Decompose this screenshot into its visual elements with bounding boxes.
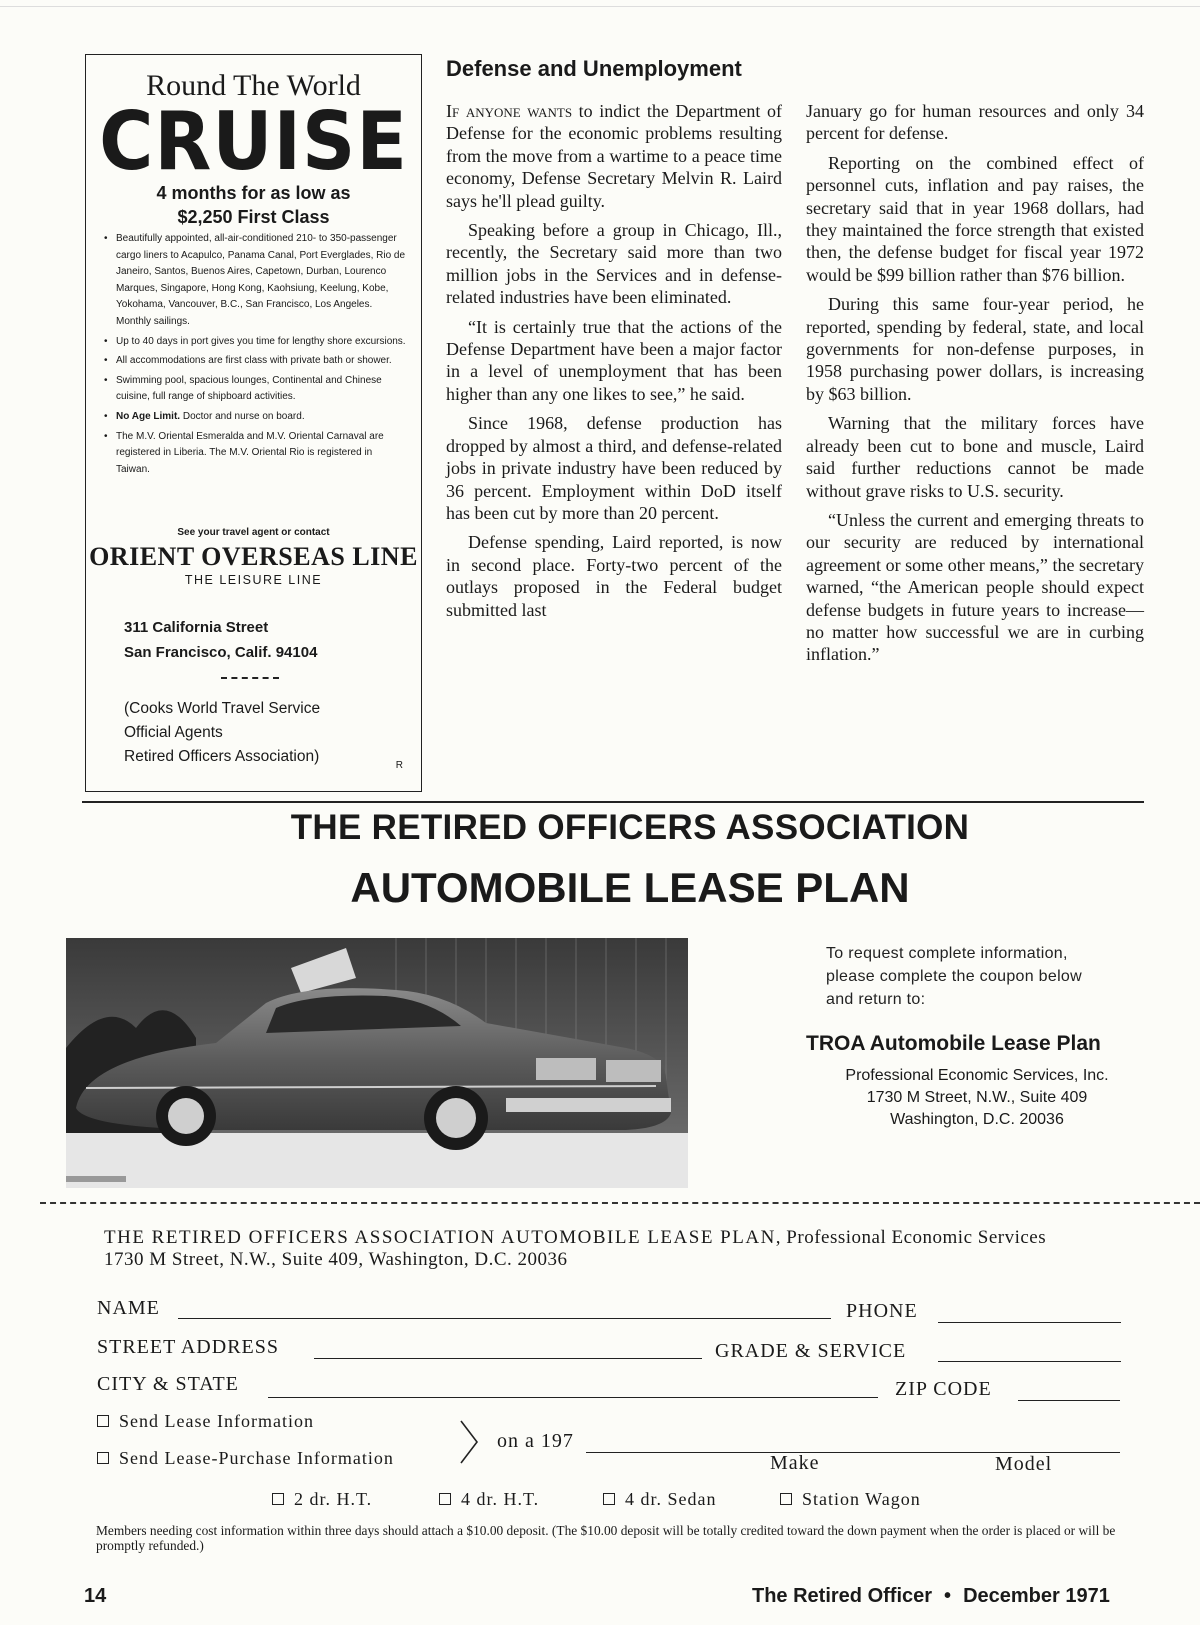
lease-plan-org: TROA Automobile Lease Plan bbox=[806, 1032, 1101, 1055]
coupon-fine-print: Members needing cost information within three days should attach a $10.00 deposit. (The $10.00 deposit will be totally credited toward the down payment when the order is placed or will be promptly refunded.) bbox=[96, 1523, 1116, 1553]
request-line2: please complete the coupon below bbox=[826, 968, 1082, 985]
publication-name: The Retired Officer bbox=[752, 1585, 933, 1607]
ad-address-line1: 311 California Street bbox=[124, 619, 269, 636]
checkbox-icon[interactable] bbox=[272, 1493, 284, 1505]
request-line1: To request complete information, bbox=[826, 945, 1068, 962]
article-paragraph: “Unless the current and emerging threats to our security are reduced by international agreement or some other means,” the secretary warned, “the American people should expect defense budgets in future years to increase—no matter how successful we are in curbing inflation.” bbox=[806, 509, 1144, 665]
lease-plan-address-line2: 1730 M Street, N.W., Suite 409 bbox=[866, 1089, 1088, 1106]
cruise-advertisement bbox=[85, 54, 422, 792]
lease-plan-address bbox=[806, 1065, 1148, 1131]
ad-agents bbox=[124, 697, 320, 769]
coupon-header bbox=[104, 1227, 1046, 1271]
body-type-option[interactable] bbox=[272, 1489, 372, 1510]
body-type-label: 2 dr. H.T. bbox=[294, 1489, 373, 1509]
issue-date: December 1971 bbox=[963, 1585, 1110, 1607]
bracket-icon bbox=[458, 1418, 480, 1466]
phone-label: PHONE bbox=[846, 1300, 918, 1322]
send-lease-label: Send Lease Information bbox=[119, 1411, 314, 1431]
ad-offer bbox=[86, 181, 421, 229]
ad-agents-line1: (Cooks World Travel Service bbox=[124, 700, 321, 717]
lease-plan-address-line1: Professional Economic Services, Inc. bbox=[845, 1067, 1109, 1084]
street-address-field[interactable] bbox=[314, 1358, 702, 1359]
article-paragraph: Defense spending, Laird reported, is now in second place. Forty-two percent of the outlays proposed in the Federal budget submitted last bbox=[446, 532, 782, 620]
send-lease-option[interactable] bbox=[97, 1411, 314, 1432]
zip-code-field[interactable] bbox=[1018, 1400, 1120, 1401]
article-paragraph: During this same four-year period, he reported, spending by federal, state, and local governments for non-defense purposes, in 1958 purchasing power dollars, is increasing by $63 billion. bbox=[806, 294, 1144, 404]
ad-bullet: • The M.V. Oriental Esmeralda and M.V. Oriental Carnaval are registered in Liberia. The M.V. Oriental Rio is registered in Taiwan. bbox=[102, 429, 408, 479]
article-column-1 bbox=[446, 100, 782, 628]
section-divider bbox=[82, 801, 1144, 803]
article-paragraph: January go for human resources and only 34 percent for defense. bbox=[806, 101, 1144, 144]
send-lease-purchase-option[interactable] bbox=[97, 1448, 394, 1469]
ad-offer-line2: $2,250 First Class bbox=[177, 207, 330, 227]
name-field[interactable] bbox=[178, 1318, 831, 1319]
ad-bullet: • All accommodations are first class with private bath or shower. bbox=[102, 353, 408, 370]
ad-tagline: THE LEISURE LINE bbox=[184, 573, 323, 587]
ad-bullet-text: Doctor and nurse on board. bbox=[182, 410, 305, 422]
ad-agents-line2: Official Agents bbox=[124, 724, 223, 741]
article-paragraph: Speaking before a group in Chicago, Ill., recently, the Secretary said more than two million jobs in the Services and in defense-related industries have been eliminated. bbox=[446, 220, 782, 308]
ad-headline: Round The World bbox=[146, 69, 361, 102]
article-lead-in: If anyone wants bbox=[446, 101, 573, 121]
article-paragraph: “It is certainly true that the actions of the Defense Department have been a major factor in a level of unemployment that has been higher than any one likes to see,” he said. bbox=[446, 316, 782, 404]
separator-bullet: • bbox=[944, 1585, 952, 1607]
body-type-label: Station Wagon bbox=[802, 1489, 921, 1509]
ad-offer-line1: 4 months for as low as bbox=[156, 183, 351, 203]
ad-bullet: • Beautifully appointed, all-air-conditioned 210- to 350-passenger cargo liners to Acapulco, Panama Canal, Port Everglades, Rio de Janeiro, Santos, Buenos Aires, Capetown, Durban, Lourenco Marques, Singapore, Hong Kong, Kaohsiung, Keelung, Kobe, Yokohama, Vancouver, B.C., San Francisco, Los Angeles. Monthly sailings. bbox=[102, 231, 408, 331]
ad-see-agent: See your travel agent or contact bbox=[177, 527, 330, 538]
page-footer bbox=[752, 1585, 1110, 1608]
body-type-option[interactable] bbox=[780, 1489, 921, 1510]
body-type-label: 4 dr. H.T. bbox=[461, 1489, 540, 1509]
lease-plan-address-line3: Washington, D.C. 20036 bbox=[890, 1111, 1064, 1128]
lease-plan-subheading: AUTOMOBILE LEASE PLAN bbox=[350, 864, 910, 911]
ad-bullet-list bbox=[102, 231, 408, 481]
ad-mark: R bbox=[395, 760, 403, 771]
ad-bullet-no-age bbox=[102, 409, 408, 426]
article-column-2 bbox=[806, 100, 1144, 673]
article-paragraph: Since 1968, defense production has dropped by almost a third, and defense-related jobs in private industry have been reduced by 36 percent. Employment within DoD itself has been cut by more than 20 percent. bbox=[446, 413, 782, 523]
send-lease-purchase-label: Send Lease-Purchase Information bbox=[119, 1448, 394, 1468]
car-photo bbox=[66, 938, 688, 1188]
checkbox-icon[interactable] bbox=[439, 1493, 451, 1505]
ad-bullet: • Swimming pool, spacious lounges, Continental and Chinese cuisine, full range of shipboard activities. bbox=[102, 373, 408, 406]
street-address-label: STREET ADDRESS bbox=[97, 1336, 279, 1358]
coupon-header-line2: 1730 M Street, N.W., Suite 409, Washington, D.C. 20036 bbox=[104, 1249, 568, 1270]
ad-address bbox=[124, 615, 317, 665]
lease-plan-heading: THE RETIRED OFFICERS ASSOCIATION bbox=[290, 808, 970, 847]
body-type-label: 4 dr. Sedan bbox=[625, 1489, 717, 1509]
body-type-option[interactable] bbox=[439, 1489, 539, 1510]
request-line3: and return to: bbox=[826, 991, 926, 1008]
coupon-header-rest: , Professional Economic Services bbox=[775, 1227, 1047, 1248]
ad-agents-line3: Retired Officers Association) bbox=[124, 748, 320, 765]
ad-bullet: • Up to 40 days in port gives you time for lengthy shore excursions. bbox=[102, 334, 408, 351]
ad-title: CRUISE bbox=[99, 95, 408, 189]
ad-address-line2: San Francisco, Calif. 94104 bbox=[124, 644, 318, 661]
article-paragraph-text: to indict the Department of Defense for the economic problems resulting from the move from a wartime to a peace time economy, Defense Secretary Melvin R. Laird says he'll plead guilty. bbox=[446, 101, 782, 211]
city-state-label: CITY & STATE bbox=[97, 1373, 239, 1395]
body-type-option[interactable] bbox=[603, 1489, 717, 1510]
checkbox-icon[interactable] bbox=[97, 1452, 109, 1464]
grade-service-field[interactable] bbox=[938, 1361, 1121, 1362]
coupon-cut-line bbox=[40, 1202, 1200, 1204]
article-paragraph: Warning that the military forces have already been cut to bone and muscle, Laird said further reductions cannot be made without grave risks to U.S. security. bbox=[806, 413, 1144, 501]
page-number: 14 bbox=[84, 1585, 107, 1607]
model-year-label: on a 197 bbox=[497, 1430, 574, 1452]
coupon-header-line1 bbox=[104, 1227, 1046, 1249]
no-age-limit-label: No Age Limit. bbox=[116, 410, 181, 422]
top-edge-line bbox=[0, 6, 1200, 7]
request-info bbox=[826, 942, 1082, 1011]
checkbox-icon[interactable] bbox=[97, 1415, 109, 1427]
checkbox-icon[interactable] bbox=[780, 1493, 792, 1505]
name-label: NAME bbox=[97, 1297, 160, 1319]
ad-company-name: ORIENT OVERSEAS LINE bbox=[89, 542, 418, 571]
zip-code-label: ZIP CODE bbox=[895, 1378, 992, 1400]
grade-service-label: GRADE & SERVICE bbox=[715, 1340, 907, 1362]
make-label: Make bbox=[770, 1452, 820, 1474]
ad-divider bbox=[221, 677, 279, 679]
article-title: Defense and Unemployment bbox=[446, 56, 742, 81]
article-paragraph bbox=[446, 100, 782, 212]
article-paragraph: Reporting on the combined effect of personnel cuts, inflation and pay raises, the secretary said that in year 1968 dollars, had they maintained the force strength that existed then, the defense budget for fiscal year 1972 would be $99 billion rather than $76 billion. bbox=[806, 152, 1144, 285]
city-state-field[interactable] bbox=[268, 1397, 878, 1398]
model-label: Model bbox=[995, 1453, 1053, 1475]
coupon-header-caps: THE RETIRED OFFICERS ASSOCIATION AUTOMOBILE LEASE PLAN bbox=[104, 1227, 776, 1248]
checkbox-icon[interactable] bbox=[603, 1493, 615, 1505]
phone-field[interactable] bbox=[938, 1322, 1121, 1323]
